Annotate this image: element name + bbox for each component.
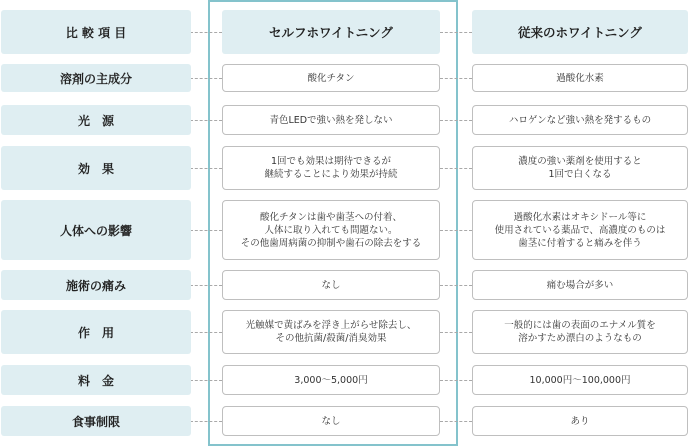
connector-line [440,421,472,422]
row-label: 人体への影響 [1,200,191,260]
table-row [0,64,690,92]
connector-line [440,380,472,381]
table-row [0,406,690,436]
conventional-whitening-cell: 一般的には歯の表面のエナメル質を 溶かすため漂白のようなもの [472,310,688,354]
connector-line [190,168,222,169]
connector-line [190,120,222,121]
conventional-whitening-cell: ハロゲンなど強い熱を発するもの [472,105,688,135]
connector-line [440,332,472,333]
connector-line [190,332,222,333]
header-self-whitening: セルフホワイトニング [222,10,440,54]
header-comparison-item: 比 較 項 目 [1,10,191,54]
row-label: 料 金 [1,365,191,395]
table-row [0,105,690,135]
conventional-whitening-cell: 濃度の強い薬剤を使用すると 1回で白くなる [472,146,688,190]
connector-line [440,120,472,121]
table-row [0,146,690,190]
connector-line [190,78,222,79]
row-label: 溶剤の主成分 [1,64,191,92]
row-label: 食事制限 [1,406,191,436]
conventional-whitening-cell: 痛む場合が多い [472,270,688,300]
row-label: 光 源 [1,105,191,135]
table-row [0,270,690,300]
connector-line [440,168,472,169]
table-row [0,310,690,354]
conventional-whitening-cell: 過酸化水素 [472,64,688,92]
table-row [0,200,690,260]
connector-line [440,78,472,79]
self-whitening-cell: 1回でも効果は期待できるが 継続することにより効果が持続 [222,146,440,190]
self-whitening-cell: なし [222,270,440,300]
connector-line [190,285,222,286]
self-whitening-cell: なし [222,406,440,436]
header-row [0,10,690,54]
row-label: 作 用 [1,310,191,354]
connector-line [190,380,222,381]
row-label: 効 果 [1,146,191,190]
connector-line [190,32,222,33]
self-whitening-cell: 光触媒で黄ばみを浮き上がらせ除去し、 その他抗菌/殺菌/消臭効果 [222,310,440,354]
header-conventional-whitening: 従来のホワイトニング [472,10,688,54]
connector-line [440,32,472,33]
self-whitening-cell: 酸化チタンは歯や歯茎への付着、 人体に取り入れても問題ない。 その他歯周病菌の抑制や歯石の除去をする [222,200,440,260]
row-label: 施術の痛み [1,270,191,300]
connector-line [190,230,222,231]
conventional-whitening-cell: 10,000円〜100,000円 [472,365,688,395]
self-whitening-cell: 酸化チタン [222,64,440,92]
table-row [0,365,690,395]
self-whitening-cell: 3,000〜5,000円 [222,365,440,395]
connector-line [440,230,472,231]
self-whitening-cell: 青色LEDで強い熱を発しない [222,105,440,135]
conventional-whitening-cell: 過酸化水素はオキシドール等に 使用されている薬品で、高濃度のものは 歯茎に付着すると痛みを伴う [472,200,688,260]
conventional-whitening-cell: あり [472,406,688,436]
connector-line [440,285,472,286]
connector-line [190,421,222,422]
